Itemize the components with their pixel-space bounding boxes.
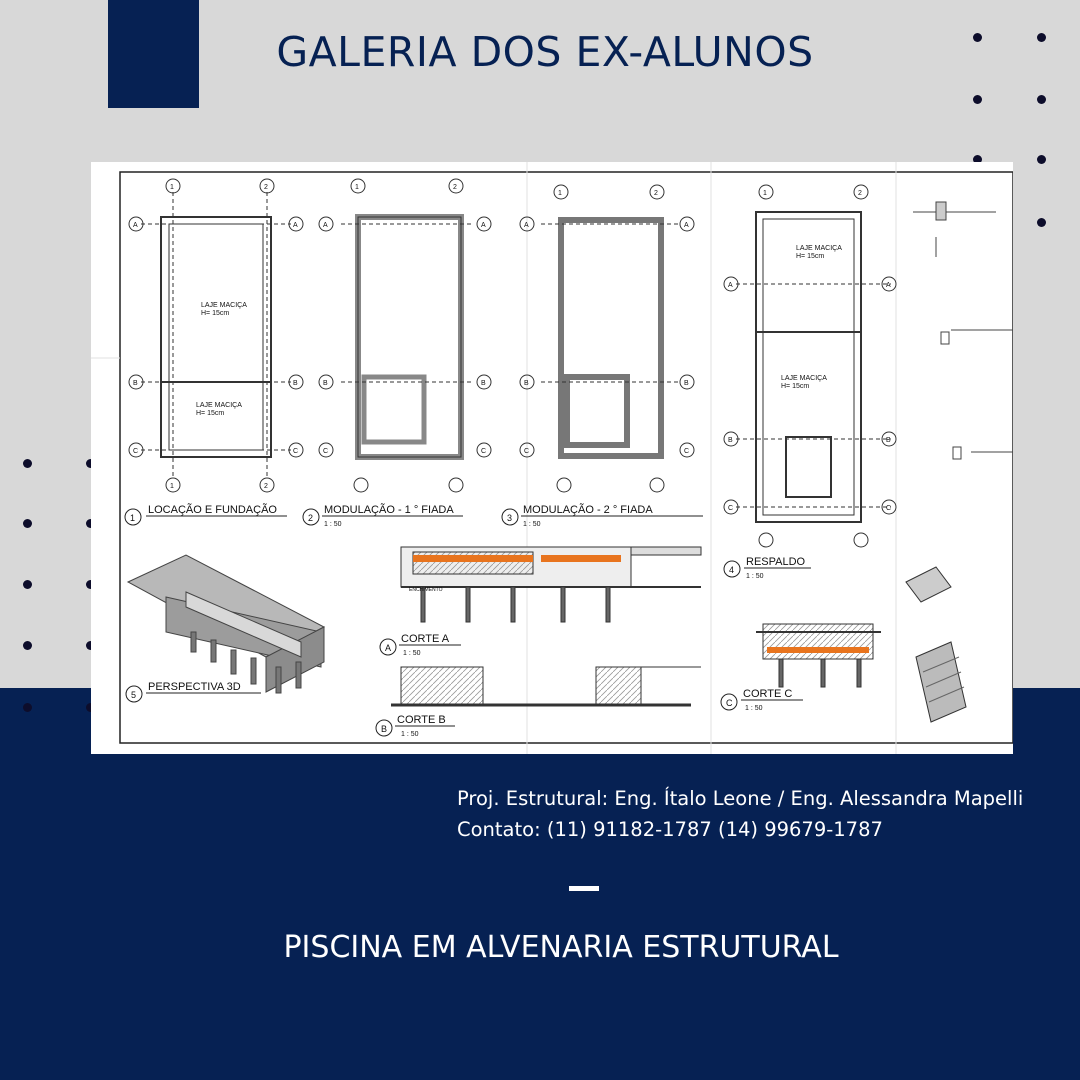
svg-text:B: B: [524, 380, 529, 387]
svg-text:A: A: [385, 643, 392, 653]
credits-engineers: Proj. Estrutural: Eng. Ítalo Leone / Eng. Alessandra Mapelli: [457, 787, 1024, 810]
svg-text:1: 1: [763, 190, 767, 197]
svg-text:LAJE MACIÇA: LAJE MACIÇA: [781, 375, 827, 382]
svg-text:C: C: [481, 448, 487, 455]
svg-text:C: C: [728, 505, 734, 512]
svg-text:C: C: [133, 448, 139, 455]
svg-text:2: 2: [264, 483, 268, 490]
svg-text:H= 15cm: H= 15cm: [196, 410, 225, 417]
svg-text:1 : 50: 1 : 50: [401, 731, 419, 738]
svg-text:A: A: [886, 282, 891, 289]
separator-dash: [569, 886, 599, 891]
svg-text:C: C: [726, 698, 733, 708]
svg-text:1 : 50: 1 : 50: [403, 650, 421, 657]
svg-text:A: A: [323, 222, 328, 229]
svg-text:1: 1: [170, 184, 174, 191]
drawing-canvas: [91, 162, 1013, 754]
svg-text:C: C: [524, 448, 530, 455]
svg-text:C: C: [886, 505, 892, 512]
svg-text:LOCAÇÃO E FUNDAÇÃO: LOCAÇÃO E FUNDAÇÃO: [148, 504, 277, 516]
svg-text:1 : 50: 1 : 50: [523, 521, 541, 528]
svg-text:5: 5: [131, 690, 137, 700]
fill-note: ENCHIMENTO: [409, 587, 443, 593]
svg-text:CORTE A: CORTE A: [401, 633, 450, 645]
svg-text:B: B: [381, 724, 388, 734]
corner-accent-square: [108, 0, 199, 108]
svg-text:B: B: [886, 437, 891, 444]
credits-contact: Contato: (11) 91182-1787 (14) 99679-1787: [457, 818, 883, 841]
svg-text:MODULAÇÃO - 1 ° FIADA: MODULAÇÃO - 1 ° FIADA: [324, 504, 454, 516]
svg-text:B: B: [684, 380, 689, 387]
svg-text:C: C: [684, 448, 690, 455]
svg-text:1 : 50: 1 : 50: [324, 521, 342, 528]
structural-drawing-sheet: [91, 162, 1013, 754]
svg-text:A: A: [293, 222, 298, 229]
svg-text:A: A: [684, 222, 689, 229]
svg-text:H= 15cm: H= 15cm: [796, 253, 825, 260]
svg-text:C: C: [293, 448, 299, 455]
page-title: GALERIA DOS EX-ALUNOS: [276, 28, 814, 76]
svg-text:2: 2: [264, 184, 268, 191]
svg-text:CORTE B: CORTE B: [397, 714, 446, 726]
svg-text:LAJE MACIÇA: LAJE MACIÇA: [196, 402, 242, 409]
svg-text:A: A: [481, 222, 486, 229]
svg-text:1: 1: [170, 483, 174, 490]
svg-text:LAJE MACIÇA: LAJE MACIÇA: [796, 245, 842, 252]
project-credits: [457, 783, 1023, 845]
svg-text:H= 15cm: H= 15cm: [201, 310, 230, 317]
svg-text:3: 3: [507, 513, 513, 523]
svg-text:CORTE C: CORTE C: [743, 688, 793, 700]
svg-text:A: A: [728, 282, 733, 289]
svg-text:4: 4: [729, 565, 735, 575]
svg-text:1: 1: [130, 513, 136, 523]
svg-text:2: 2: [453, 184, 457, 191]
project-subtitle: PISCINA EM ALVENARIA ESTRUTURAL: [283, 930, 839, 965]
svg-text:H= 15cm: H= 15cm: [781, 383, 810, 390]
svg-text:RESPALDO: RESPALDO: [746, 556, 806, 568]
svg-text:A: A: [524, 222, 529, 229]
svg-text:A: A: [133, 222, 138, 229]
svg-text:B: B: [133, 380, 138, 387]
svg-text:1 : 50: 1 : 50: [746, 573, 764, 580]
svg-text:B: B: [728, 437, 733, 444]
svg-text:1: 1: [355, 184, 359, 191]
svg-text:1: 1: [558, 190, 562, 197]
svg-text:C: C: [323, 448, 329, 455]
svg-text:B: B: [481, 380, 486, 387]
svg-text:2: 2: [308, 513, 314, 523]
svg-text:1 : 50: 1 : 50: [745, 705, 763, 712]
svg-text:B: B: [323, 380, 328, 387]
svg-text:PERSPECTIVA 3D: PERSPECTIVA 3D: [148, 681, 241, 693]
slab-note: LAJE MACIÇA: [201, 302, 247, 309]
svg-text:B: B: [293, 380, 298, 387]
svg-text:2: 2: [654, 190, 658, 197]
svg-text:2: 2: [858, 190, 862, 197]
svg-text:MODULAÇÃO - 2 ° FIADA: MODULAÇÃO - 2 ° FIADA: [523, 504, 653, 516]
